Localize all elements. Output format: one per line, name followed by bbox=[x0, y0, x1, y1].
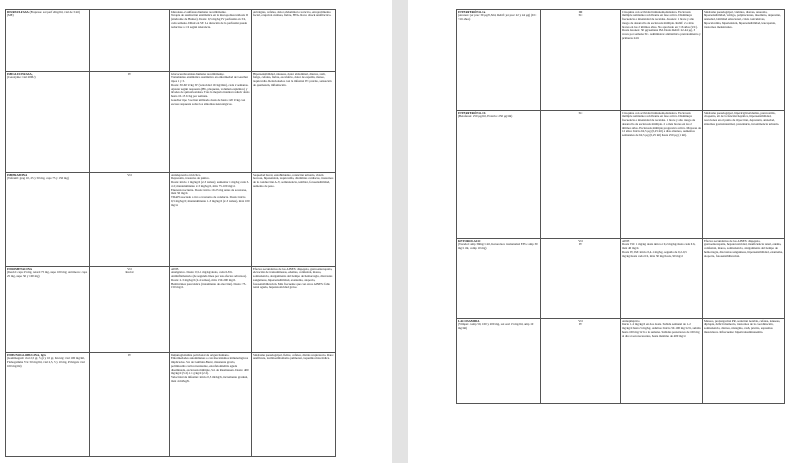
drug-name-cell bbox=[457, 111, 541, 239]
drug-name-cell bbox=[6, 10, 90, 72]
drug-presentation: (Avonex: jer prec 30 µg/0,5ml, Rebif: jer prec 22 y 44 µg) (UC <16 años) bbox=[458, 13, 537, 22]
description-cell: Citoquina con actividad inmunomoduladora. Esclerosis múltiple remitente recidivante en fase activa. Disminuye frecuencia e intensidad de recaídas. 1 brote y alto riesgo de desarrollo de esclerosis múltiple. 2 o más brotes en los 2 últimos años. Esclerosis múltiple progresiva activa. Mayores de 12 años: Inicio 62,5 µg (0,25 ml) a días alternos, aumentos semanales de 62,5 µg (0,25 ml) hasta 250 µg (1 ml). bbox=[621, 111, 703, 239]
table-row bbox=[457, 319, 785, 404]
drug-name-cell bbox=[457, 319, 541, 404]
route-cell: VO IV bbox=[541, 319, 621, 404]
adverse-effects-cell: Síndrome pseudogripal, fiebre, cefalea, distrés respiratorio. Raro: anafilaxia, tromboembolismo pulmonar, isquemia miocárdica. bbox=[252, 353, 336, 457]
drug-name-cell bbox=[6, 72, 90, 173]
description-cell: Glucocerebrosidasa humana recombinante. Tratamiento enzimático sustitutivo en enfermedad de Gaucher tipos 1 y 3. Dosis: 30-60 U/kg IV (velocidad 1U/kg/min), cada 2 semanas. Ajustar según respuesta (Hb, plaquetas, volumen esplénico) y niveles de quitotriosidasa. Tras la mejoría intentar reducir dosis hasta 10-15 U/kg por semana. Gaucher tipo 3 se han utilizado dosis de hasta 120 U/kg con escasa respuesta sobre los síntomas neurológicos. bbox=[170, 72, 252, 173]
drug-name: INDOMETACINA bbox=[7, 266, 33, 271]
route-cell: IV bbox=[90, 72, 170, 173]
drug-table-right bbox=[456, 9, 785, 404]
drug-presentation: (Inacid: caps 25 mg, retard 75 mg, supo 100 mg; Artrinovo: caps 25 mg, supo 50 y 100 mg) bbox=[7, 270, 88, 279]
drug-name-cell bbox=[6, 353, 90, 457]
description-cell: Antidepresivo tricíclico. Depresión, trastorno de pánico. Dosis: inicio 1 mg/kg/d (2-3 tomas); aumentar 1 mg/kg cada 3-4 d; mantenimiento 2-3 mg/kg/d, máx 75-100 mg/d. Enuresis nocturna. Dosis: inicio 10-25 mg antes de acostarse, máx 50 mg/d. TDAH asociado a tics o trastorno de conducta. Dosis: inicio 0,5 mg/kg/d; mantenimiento 1-3 mg/kg/d (2-3 tomas), máx 100 mg/d. bbox=[170, 173, 252, 267]
drug-presentation: (Toradol: amp 30mg/1 ml, Ketorolaco trometamol EFG: amp 30 mg/1 ml, comp 10 mg) bbox=[458, 242, 538, 251]
drug-presentation: (Betaferon: 250 µg/ml, Extavia: 250 µg/ml) bbox=[458, 114, 513, 119]
drug-presentation: (Tofranil: grag 10, 25 y 50 mg, caps 75 y 150 mg) bbox=[7, 176, 69, 181]
left-page bbox=[0, 0, 392, 463]
route-cell: VO IV bbox=[541, 239, 621, 319]
table-row bbox=[6, 72, 336, 173]
drug-presentation: (Vimpat: comp 50, 100 y 200 mg, sol oral 15 mg/ml, amp 10 mg/ml) bbox=[458, 322, 534, 331]
drug-name: INTERFERÓN ß-1a bbox=[458, 9, 486, 14]
drug-presentation: (Cerezyme: vial 200U) bbox=[7, 75, 36, 80]
description-cell: Citoquina con actividad inmunomoduladora. Esclerosis múltiple remitente recidivante en fase activa. Disminuye frecuencia e intensidad de recaídas. Avonex: 1 brote y alto riesgo de desarrollo de esclerosis múltiple. Rebif: 2 o más brotes en los 2 últimos años. No aprobado en <16 años (UC). Dosis Avonex: 30 µg/semana IM. Dosis Rebif: 22-44 µg, 3 veces por semana SC. Administrar antitérmico pretratamiento y primeras 24 h bbox=[621, 10, 703, 111]
adverse-effects-cell: Hipersensibilidad, náuseas, dolor abdominal, diarrea, rash, fatiga, cefalea, fiebre, escalofrío, dolor de espalda, mareo, taquicardia. Relacionados con la infusión IV: prurito, sensación de quemazón, inflamación. bbox=[252, 72, 336, 173]
drug-name-cell bbox=[6, 173, 90, 267]
route-cell: IM SC bbox=[541, 10, 621, 111]
description-cell: AINE. Analgésico. Dosis: 0,5-1 mg/kg/dosis, cada 6-8 h. Antiinflamatorio (de segunda línea por sus efectos adversos). Dosis: 2-3 mg/kg/d (2-4 tomas), máx 150-200 mg/d. Hemicránea paroxística (tratamiento de elección). Dosis: 75-150 mg/d. bbox=[170, 267, 252, 353]
adverse-effects-cell: Artralgias, cefalea, dolor abdominal o torácico, enrojecimiento facial, erupción cutánea, fiebre, HTA. Raro: shock anafiláctico. bbox=[252, 10, 336, 72]
drug-name-cell bbox=[457, 10, 541, 111]
description-cell: AINE Dosis VO: 1 mg/kg dosis única ó 0,2 mg/kg/dosis cada 6 h, máx 40 mg/d. Dosis IV, IM: inicio 0,4-1 mg/kg, seguida de 0,2-0,5 mg/kg/dosis cada 6 h, máx 30 mg/dosis, 90 mg/d bbox=[621, 239, 703, 319]
right-page bbox=[408, 0, 800, 463]
drug-name-cell bbox=[6, 267, 90, 353]
adverse-effects-cell: Efectos secundarios de los AINES: dispepsia, gastroenteropatía, hepatotoxicidad, insuficiencia renal, edema, confusión, mareo, somnolencia, alargamiento del tiempo de hemorragia, discrasias sanguíneas, hipersensibilidad, exantema, alopecia, fotosensibilización. bbox=[703, 239, 785, 319]
adverse-effects-cell: Mareos, prolongación PR, sedación notable, cefalea, náuseas, diplopía, déficit memoria, trastornos de la coordinación, somnolencia, diarrea, nistagmo, rash, prurito, espasmos musculares. Infrecuente: hipertransaminasemia. bbox=[703, 319, 785, 404]
drug-name: IMIPRAMINA bbox=[7, 172, 28, 177]
drug-name: IDURSULFASA bbox=[7, 9, 29, 14]
route-cell: VO Rectal bbox=[90, 267, 170, 353]
table-row bbox=[6, 173, 336, 267]
adverse-effects-cell: Síndrome pseudogripal, hipertrigliceridemia, pancreatitis, citopenia, alt de la función hepática, hipersensibilidad, reacciones en el punto de inyección, depresión, ansiedad, síntomas gastrointestinal, proteinuria, incontinencia urinaria. bbox=[703, 111, 785, 239]
adverse-effects-cell: Efectos secundarios de los AINES: dispepsia, gastroenteropatía, elevación de transaminasas, edemas, confusión, mareo, somnolencia, alargamiento del tiempo de hemorragia, discrasias sanguíneas, hipersensibilidad, exantema, alopecia, fotosensibilización. Más frecuente que con otros AINES: fallo renal agudo, hepatotoxicidad grave. bbox=[252, 267, 336, 353]
description-cell: Inmunoglobulina policlonal de origen humano. Enfermedades autoinmunes o con mecanismos inmunológicos implicados. Sd. de Guillain-Barré, miastenia gravis, polimiositis corticorresistente, encefalomielitis aguda diseminada, esclerosis múltiple, Sd. de Rasmussen. Dosis: 400 mg/kg/d (5 d) ó 1 g/kg/d (2 d). Velocidad de infusión: inicio 0,5 ml/kg/h, incremento gradual, máx 4 ml/kg/h. bbox=[170, 353, 252, 457]
table-row bbox=[6, 10, 336, 72]
adverse-effects-cell: Sequedad bucal, estreñimiento, retención urinaria, visión borrosa, hipotensión, taquicardia, disritmias cardíacas, trastornos de la conducción A-V, somnolencia, temblor, fotosensibilidad, aumento de peso. bbox=[252, 173, 336, 267]
drug-name: INTERFERÓN ß-1b bbox=[458, 110, 486, 115]
drug-name: LACOSAMIDA bbox=[458, 318, 480, 323]
table-row bbox=[457, 10, 785, 111]
route-cell: VO bbox=[90, 173, 170, 267]
route-cell: SC bbox=[541, 111, 621, 239]
adverse-effects-cell: Síndrome pseudogripal, vómitos, diarrea, anorexia, hipersensibilidad, vértigo, palpitaciones, insomnio, depresión, ansiedad, labilidad emocional, crisis convulsivas, hipocalcemia, hipertensión, hipersensibilidad, leucopenia, trastornos menstruales. bbox=[703, 10, 785, 111]
description-cell: Antiepiléptico Inicio 1-2 mg/kg/d en dos dosis. Subida semanal de 1-2 mg/kg/d hasta 5 mg/kg. Adultos: Inicio 50-100 mg/12 h, subida hasta 100 mg/12 h a la semana. Subidas posteriores de 100 mg al día si son necesarios, hasta máximo de 400 mg/d bbox=[621, 319, 703, 404]
drug-name-cell bbox=[457, 239, 541, 319]
drug-presentation: (Gammagard: vial 2,5 gr, 5 gr y 10 gr, Kiovig: vial 100 mg/ml, Flebogamma 5%: 50 mg/ml, vial 2,5, 5 y 10 mg, Privigen: vial 100 mg/ml) bbox=[7, 356, 85, 368]
table-row bbox=[457, 111, 785, 239]
table-row bbox=[457, 239, 785, 319]
drug-presentation: (Elaprase: sol perf 2mg/ml, vial de 3 ml) (ME) bbox=[7, 9, 80, 18]
drug-name: IMIGLUCERASA, bbox=[7, 71, 33, 76]
drug-table-left bbox=[5, 9, 336, 457]
drug-name: INMUNOGLOBULINA, IgG bbox=[7, 352, 46, 357]
description-cell: Iduronato-2-sulfatasa humana recombinante. Terapia de sustitución enzimática en la mucopolisacaridosis II (síndrome de Hunter). Dosis: 0,5 mg/kg IV perfusión en 3 h, cada semana. Diluir en SF. La duración de la perfusión puede reducirse a 1 h según tolerancia. bbox=[170, 10, 252, 72]
route-cell: IV bbox=[90, 353, 170, 457]
drug-name: KETOROLACO bbox=[458, 238, 481, 243]
route-cell bbox=[90, 10, 170, 72]
table-row bbox=[6, 267, 336, 353]
table-row bbox=[6, 353, 336, 457]
